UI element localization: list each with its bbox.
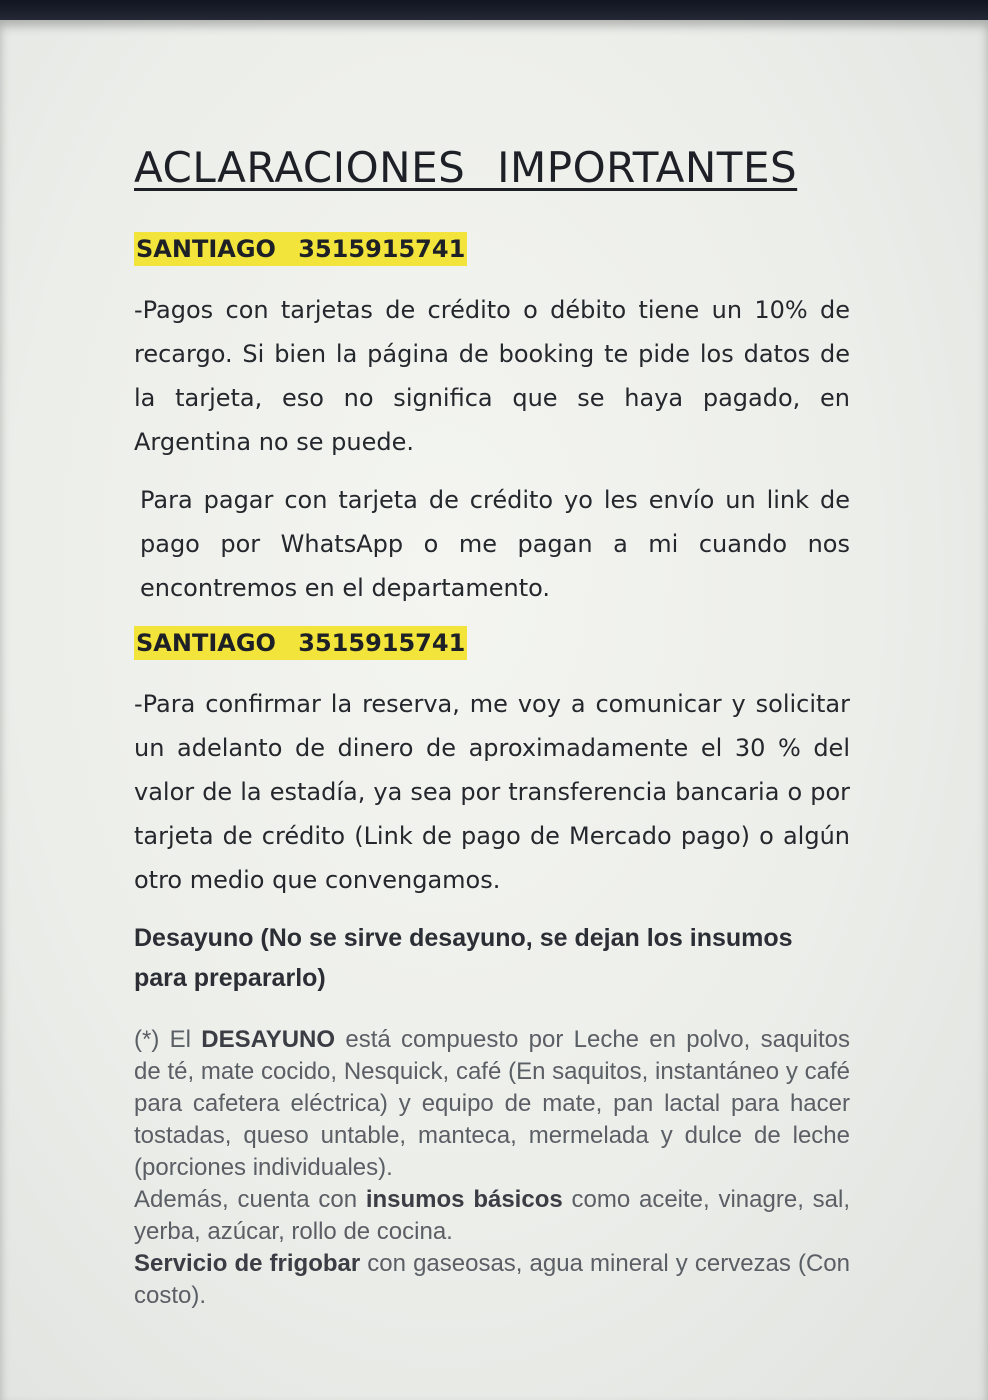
breakfast-text: está compuesto por Leche en polvo, saquitos de té, mate cocido, Nesquick, café (En saquitos, instantáneo y café para cafetera eléctrica) y equipo de mate, pan lactal para hacer tostadas, queso untable, manteca, mermelada y dulce de leche (porciones individuales). — [134, 1026, 850, 1181]
paragraph-reservation-deposit: -Para confirmar la reserva, me voy a comunicar y solicitar un adelanto de dinero de aproximadamente el 30 % del valor de la estadía, ya sea por transferencia bancaria o por tarjeta de crédito (Link de pago de Mercado pago) o algún otro medio que convengamos. — [134, 690, 850, 894]
minibar-keyword: Servicio de frigobar — [134, 1250, 361, 1277]
contact-highlight-2: SANTIAGO 3515915741 — [134, 626, 467, 660]
supplies-paragraph — [134, 1184, 850, 1248]
paragraph-payment-link: Para pagar con tarjeta de crédito yo les envío un link de pago por WhatsApp o me pagan a mi cuando nos encontremos en el departamento. — [140, 486, 850, 602]
document-content — [134, 140, 850, 1312]
breakfast-keyword: DESAYUNO — [201, 1026, 336, 1053]
breakfast-heading: Desayuno (No se sirve desayuno, se dejan los insumos para prepararlo) — [134, 924, 793, 992]
contact-line-2 — [134, 626, 850, 660]
breakfast-paragraph — [134, 1024, 850, 1184]
contact-highlight-1: SANTIAGO 3515915741 — [134, 232, 467, 266]
paragraph-card-payment: -Pagos con tarjetas de crédito o débito tiene un 10% de recargo. Si bien la página de booking te pide los datos de la tarjeta, eso no significa que se haya pagado, en Argentina no se puede. — [134, 296, 850, 456]
minibar-paragraph — [134, 1248, 850, 1312]
supplies-text: como aceite, vinagre, sal, yerba, azúcar, rollo de cocina. — [134, 1186, 850, 1245]
document-title: ACLARACIONES IMPORTANTES — [134, 143, 798, 192]
document-page — [0, 20, 988, 1400]
contact-line-1 — [134, 232, 850, 266]
supplies-intro: Además, cuenta con — [134, 1186, 358, 1213]
supplies-keyword: insumos básicos — [365, 1186, 563, 1213]
minibar-text: con gaseosas, agua mineral y cervezas (Con costo). — [134, 1250, 850, 1309]
breakfast-intro: (*) El — [134, 1026, 191, 1053]
